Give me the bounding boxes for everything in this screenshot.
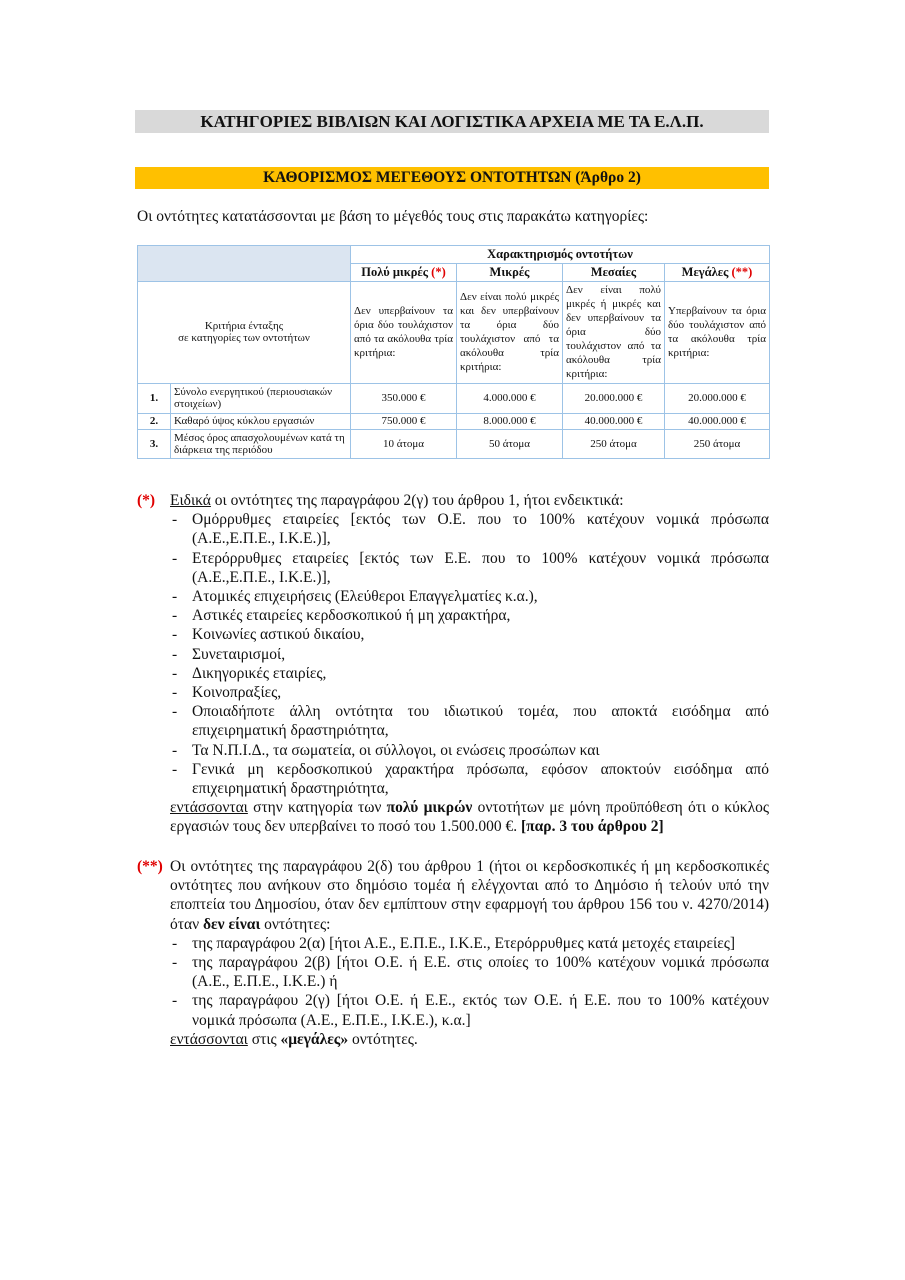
row-label: Μέσος όρος απασχολουμένων κατά τη διάρκεια της περιόδου <box>171 429 351 458</box>
row-label: Σύνολο ενεργητικού (περιουσιακών στοιχείων) <box>171 383 351 413</box>
cell-value: 50 άτομα <box>457 429 563 458</box>
cell-value: 20.000.000 € <box>665 383 770 413</box>
list-item: - Ομόρρυθμες εταιρείες [εκτός των Ο.Ε. που το 100% κατέχουν νομικά πρόσωπα (Α.Ε.,Ε.Π.Ε., Ι.Κ.Ε.)], <box>170 510 769 548</box>
criteria-label-cell: Κριτήρια ένταξης σε κατηγορίες των οντοτήτων <box>138 282 351 384</box>
footnote-lead: Ειδικά οι οντότητες της παραγράφου 2(γ) του άρθρου 1, ήτοι ενδεικτικά: <box>170 492 624 509</box>
footnote-marker: (**) <box>137 858 163 875</box>
criteria-description: Δεν υπερβαίνουν τα όρια δύο τουλάχιστον από τα ακόλουθα τρία κριτήρια: <box>351 282 457 384</box>
list-item: - Δικηγορικές εταιρίες, <box>170 664 769 683</box>
cell-value: 250 άτομα <box>665 429 770 458</box>
table-row <box>138 383 770 413</box>
footnote-marker: (*) <box>137 492 156 509</box>
cell-value: 350.000 € <box>351 383 457 413</box>
list-item: - Κοινοπραξίες, <box>170 683 769 702</box>
cell-value: 8.000.000 € <box>457 413 563 429</box>
column-header: Μεγάλες (**) <box>665 264 770 282</box>
section-title: ΚΑΘΟΡΙΣΜΟΣ ΜΕΓΕΘΟΥΣ ΟΝΤΟΤΗΤΩΝ (Άρθρο 2) <box>135 167 769 189</box>
entity-size-table <box>137 245 770 459</box>
cell-value: 10 άτομα <box>351 429 457 458</box>
criteria-description: Υπερβαίνουν τα όρια δύο τουλάχιστον από τα ακόλουθα τρία κριτήρια: <box>665 282 770 384</box>
list-item: - Οποιαδήποτε άλλη οντότητα του ιδιωτικού τομέα, που αποκτά εισόδημα από επιχειρηματική δραστηριότητα, <box>170 702 769 740</box>
footnote-closing: εντάσσονται στις «μεγάλες» οντότητες. <box>170 1030 418 1048</box>
list-item: - Γενικά μη κερδοσκοπικού χαρακτήρα πρόσωπα, εφόσον αποκτούν εισόδημα από επιχειρηματική δραστηριότητα, <box>170 760 769 798</box>
list-item: - Τα Ν.Π.Ι.Δ., τα σωματεία, οι σύλλογοι, οι ενώσεις προσώπων και <box>170 741 769 760</box>
row-number: 3. <box>138 429 171 458</box>
criteria-description: Δεν είναι πολύ μικρές και δεν υπερβαίνουν τα όρια δύο τουλάχιστον από τα ακόλουθα τρία κριτήρια: <box>457 282 563 384</box>
footnote-very-small <box>137 491 769 837</box>
column-header: Μικρές <box>457 264 563 282</box>
footnote-lead: Οι οντότητες της παραγράφου 2(δ) του άρθρου 1 (ήτοι οι κερδοσκοπικές ή μη κερδοσκοπικές οντότητες που ανήκουν στο δημόσιο τομέα ή ελέγχονται από το Δημόσιο ή τελούν υπό την εποπτεία του Δημοσίου, όταν δεν εμπίπτουν στην εφαρμογή του άρθρου 156 του ν. 4270/2014) όταν δεν είναι οντότητες: <box>170 858 769 933</box>
row-label: Καθαρό ύψος κύκλου εργασιών <box>171 413 351 429</box>
column-header: Πολύ μικρές (*) <box>351 264 457 282</box>
list-item: - της παραγράφου 2(γ) [ήτοι Ο.Ε. ή Ε.Ε., εκτός των Ο.Ε. ή Ε.Ε. που το 100% κατέχουν νομικά πρόσωπα (Α.Ε., Ε.Π.Ε., Ι.Κ.Ε.), κ.α.] <box>170 991 769 1029</box>
column-header: Μεσαίες <box>563 264 665 282</box>
list-item: - Κοινωνίες αστικού δικαίου, <box>170 625 769 644</box>
table-row <box>138 429 770 458</box>
cell-value: 20.000.000 € <box>563 383 665 413</box>
table-corner-cell <box>138 246 351 282</box>
cell-value: 250 άτομα <box>563 429 665 458</box>
list-item: - Αστικές εταιρείες κερδοσκοπικού ή μη χαρακτήρα, <box>170 606 769 625</box>
criteria-description: Δεν είναι πολύ μικρές ή μικρές και δεν υπερβαίνουν τα όρια δύο τουλάχιστον από τα ακόλουθα τρία κριτήρια: <box>563 282 665 384</box>
list-item: - Συνεταιρισμοί, <box>170 645 769 664</box>
list-item: - της παραγράφου 2(β) [ήτοι Ο.Ε. ή Ε.Ε. στις οποίες το 100% κατέχουν νομικά πρόσωπα (Α.Ε., Ε.Π.Ε., Ι.Κ.Ε.) ή <box>170 953 769 991</box>
document-title: ΚΑΤΗΓΟΡΙΕΣ ΒΙΒΛΙΩΝ ΚΑΙ ΛΟΓΙΣΤΙΚΑ ΑΡΧΕΙΑ ΜΕ ΤΑ Ε.Λ.Π. <box>135 110 769 133</box>
group-header: Χαρακτηρισμός οντοτήτων <box>351 246 770 264</box>
cell-value: 750.000 € <box>351 413 457 429</box>
footnote-large <box>137 857 769 1049</box>
list-item: - Ετερόρρυθμες εταιρείες [εκτός των Ε.Ε. που το 100% κατέχουν νομικά πρόσωπα (Α.Ε.,Ε.Π.Ε., Ι.Κ.Ε.)], <box>170 549 769 587</box>
cell-value: 40.000.000 € <box>563 413 665 429</box>
intro-paragraph: Οι οντότητες κατατάσσονται με βάση το μέγεθός τους στις παρακάτω κατηγορίες: <box>137 208 649 225</box>
cell-value: 40.000.000 € <box>665 413 770 429</box>
row-number: 1. <box>138 383 171 413</box>
table-row <box>138 413 770 429</box>
entity-list <box>170 934 769 1030</box>
row-number: 2. <box>138 413 171 429</box>
entity-list <box>170 510 769 798</box>
footnote-closing: εντάσσονται στην κατηγορία των πολύ μικρών οντοτήτων με μόνη προϋπόθεση ότι ο κύκλος εργασιών τους δεν υπερβαίνει το ποσό του 1.500.000 €. [παρ. 3 του άρθρου 2] <box>170 799 769 836</box>
list-item: - της παραγράφου 2(α) [ήτοι Α.Ε., Ε.Π.Ε., Ι.Κ.Ε., Ετερόρρυθμες κατά μετοχές εταιρείες] <box>170 934 769 953</box>
cell-value: 4.000.000 € <box>457 383 563 413</box>
list-item: - Ατομικές επιχειρήσεις (Ελεύθεροι Επαγγελματίες κ.α.), <box>170 587 769 606</box>
